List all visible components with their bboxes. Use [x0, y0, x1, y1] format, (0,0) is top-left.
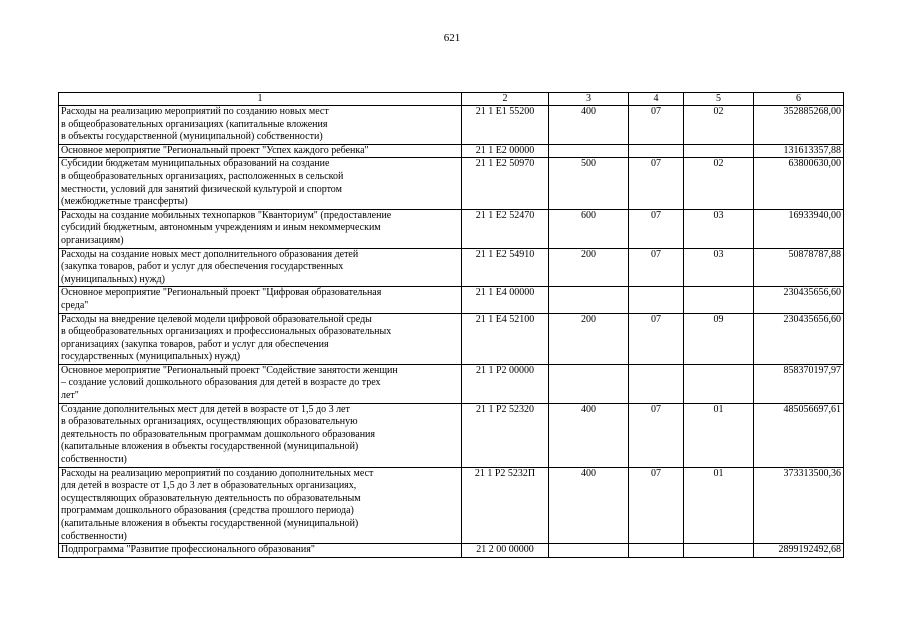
row-section-cell: 07 [629, 467, 684, 544]
row-amount-cell: 230435656,60 [754, 313, 844, 364]
row-expense-type-cell [549, 544, 629, 558]
row-target-article-cell: 21 1 E4 52100 [462, 313, 549, 364]
row-expense-type-cell: 400 [549, 467, 629, 544]
row-target-article-cell: 21 1 P2 52320 [462, 403, 549, 467]
row-amount-cell: 131613357,88 [754, 144, 844, 158]
row-expense-type-cell [549, 364, 629, 403]
column-header-5: 5 [684, 93, 754, 106]
column-number-row [59, 93, 844, 106]
table-row [59, 467, 844, 544]
row-name-cell: Расходы на реализацию мероприятий по созданию новых мест в общеобразовательных организациях (капитальные вложения в объекты государственной (муниципальной) собственности) [59, 106, 462, 145]
row-name-cell: Основное мероприятие "Региональный проект "Цифровая образовательная среда" [59, 287, 462, 313]
row-expense-type-cell: 400 [549, 403, 629, 467]
row-name-cell: Подпрограмма "Развитие профессионального образования" [59, 544, 462, 558]
row-subsection-cell: 02 [684, 106, 754, 145]
row-subsection-cell [684, 287, 754, 313]
column-header-2: 2 [462, 93, 549, 106]
table-row [59, 144, 844, 158]
row-amount-cell: 352885268,00 [754, 106, 844, 145]
row-target-article-cell: 21 1 P2 00000 [462, 364, 549, 403]
row-expense-type-cell [549, 144, 629, 158]
table-row [59, 544, 844, 558]
row-expense-type-cell: 600 [549, 209, 629, 248]
row-subsection-cell [684, 364, 754, 403]
table-row [59, 287, 844, 313]
row-subsection-cell: 09 [684, 313, 754, 364]
row-expense-type-cell: 200 [549, 313, 629, 364]
row-amount-cell: 230435656,60 [754, 287, 844, 313]
row-target-article-cell: 21 1 E2 50970 [462, 158, 549, 209]
row-section-cell [629, 544, 684, 558]
row-amount-cell: 858370197,97 [754, 364, 844, 403]
table-row [59, 364, 844, 403]
row-target-article-cell: 21 1 E2 00000 [462, 144, 549, 158]
row-name-cell: Основное мероприятие "Региональный проект "Успех каждого ребенка" [59, 144, 462, 158]
column-header-3: 3 [549, 93, 629, 106]
page-number: 621 [443, 32, 461, 44]
budget-table [58, 92, 844, 558]
row-section-cell: 07 [629, 248, 684, 287]
row-name-cell: Основное мероприятие "Региональный проект "Содействие занятости женщин – создание условий дошкольного образования для детей в возрасте до трех лет" [59, 364, 462, 403]
row-target-article-cell: 21 1 E2 54910 [462, 248, 549, 287]
column-header-4: 4 [629, 93, 684, 106]
row-section-cell [629, 287, 684, 313]
row-section-cell: 07 [629, 313, 684, 364]
row-name-cell: Субсидии бюджетам муниципальных образований на создание в общеобразовательных организациях, расположенных в сельской местности, условий для занятий физической культурой и спортом (межбюджетные трансферты) [59, 158, 462, 209]
row-section-cell: 07 [629, 158, 684, 209]
row-amount-cell: 2899192492,68 [754, 544, 844, 558]
table-body [59, 93, 844, 558]
row-name-cell: Расходы на создание мобильных технопарков "Кванториум" (предоставление субсидий бюджетным, автономным учреждениям и иным некоммерческим организациям) [59, 209, 462, 248]
table-row [59, 313, 844, 364]
row-subsection-cell [684, 144, 754, 158]
row-name-cell: Расходы на реализацию мероприятий по созданию дополнительных мест для детей в возрасте от 1,5 до 3 лет в образовательных организациях, осуществляющих образовательную деятельность по образовательным программам дошкольного образования (средства прошлого периода) (капитальные вложения в объекты государственной (муниципальной) собственности) [59, 467, 462, 544]
row-name-cell: Создание дополнительных мест для детей в возрасте от 1,5 до 3 лет в образовательных организациях, осуществляющих образовательную деятельность по образовательным программам дошкольного образования (капитальные вложения в объекты государственной (муниципальной) собственности) [59, 403, 462, 467]
row-subsection-cell [684, 544, 754, 558]
row-target-article-cell: 21 1 E2 52470 [462, 209, 549, 248]
row-amount-cell: 50878787,88 [754, 248, 844, 287]
row-expense-type-cell [549, 287, 629, 313]
row-target-article-cell: 21 1 P2 5232П [462, 467, 549, 544]
table-row [59, 209, 844, 248]
table-row [59, 403, 844, 467]
row-section-cell: 07 [629, 403, 684, 467]
row-section-cell [629, 144, 684, 158]
row-target-article-cell: 21 1 E4 00000 [462, 287, 549, 313]
row-subsection-cell: 01 [684, 467, 754, 544]
row-amount-cell: 16933940,00 [754, 209, 844, 248]
row-section-cell: 07 [629, 209, 684, 248]
row-section-cell: 07 [629, 106, 684, 145]
row-expense-type-cell: 500 [549, 158, 629, 209]
row-subsection-cell: 03 [684, 248, 754, 287]
row-amount-cell: 373313500,36 [754, 467, 844, 544]
row-name-cell: Расходы на внедрение целевой модели цифровой образовательной среды в общеобразовательных организациях и профессиональных образовательных организациях (закупка товаров, работ и услуг для обеспечения государственных (муниципальных) нужд) [59, 313, 462, 364]
row-subsection-cell: 03 [684, 209, 754, 248]
table-row [59, 106, 844, 145]
row-expense-type-cell: 200 [549, 248, 629, 287]
row-section-cell [629, 364, 684, 403]
row-expense-type-cell: 400 [549, 106, 629, 145]
column-header-1: 1 [59, 93, 462, 106]
table-row [59, 248, 844, 287]
row-name-cell: Расходы на создание новых мест дополнительного образования детей (закупка товаров, работ и услуг для обеспечения государственных (муниципальных) нужд) [59, 248, 462, 287]
column-header-6: 6 [754, 93, 844, 106]
table-row [59, 158, 844, 209]
row-subsection-cell: 02 [684, 158, 754, 209]
row-amount-cell: 63800630,00 [754, 158, 844, 209]
row-amount-cell: 485056697,61 [754, 403, 844, 467]
row-target-article-cell: 21 2 00 00000 [462, 544, 549, 558]
row-target-article-cell: 21 1 E1 55200 [462, 106, 549, 145]
row-subsection-cell: 01 [684, 403, 754, 467]
